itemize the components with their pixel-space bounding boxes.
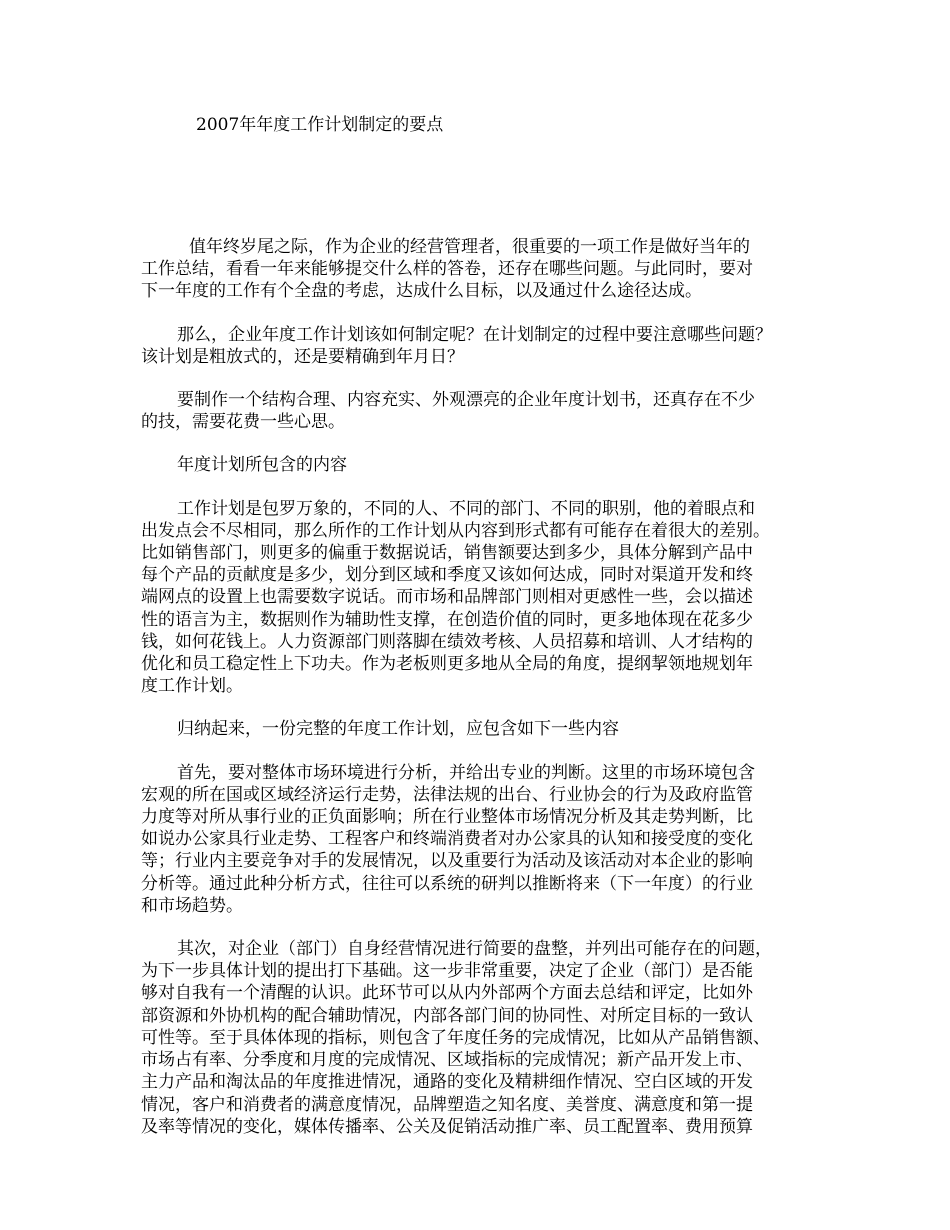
text-line: 等；行业内主要竞争对手的发展情况，以及重要行为活动及该活动对本企业的影响 bbox=[141, 851, 753, 872]
text-line: 每个产品的贡献度是多少，划分到区域和季度又该如何达成，同时对渠道开发和终 bbox=[141, 565, 753, 586]
document-body bbox=[141, 236, 831, 1159]
text-line: 宏观的所在国或区域经济运行走势，法律法规的出台、行业协会的行为及政府监管 bbox=[141, 784, 753, 805]
text-line: 归纳起来，一份完整的年度工作计划，应包含如下一些内容 bbox=[177, 719, 619, 740]
text-line: 的技，需要花费一些心思。 bbox=[141, 412, 345, 433]
text-line: 优化和员工稳定性上下功夫。作为老板则更多地从全局的角度，提纲挈领地规划年 bbox=[141, 654, 753, 675]
text-line: 出发点会不尽相同，那么所作的工作计划从内容到形式都有可能存在着很大的差别。 bbox=[141, 520, 770, 541]
text-line: 部资源和外协机构的配合辅助情况，内部各部门间的协同性、对所定目标的一致认 bbox=[141, 1005, 753, 1026]
paragraph bbox=[141, 389, 831, 433]
text-line: 及率等情况的变化，媒体传播率、公关及促销活动推广率、员工配置率、费用预算 bbox=[141, 1116, 753, 1137]
text-line: 和市场趋势。 bbox=[141, 895, 243, 916]
text-line: 钱，如何花钱上。人力资源部门则落脚在绩效考核、人员招募和培训、人才结构的 bbox=[141, 631, 753, 652]
text-line: 性的语言为主，数据则作为辅助性支撑，在创造价值的同时，更多地体现在花多少 bbox=[141, 609, 753, 630]
paragraph bbox=[141, 498, 831, 698]
text-line: 主力产品和淘汰品的年度推进情况，通路的变化及精耕细作情况、空白区域的开发 bbox=[141, 1072, 753, 1093]
text-line: 下一年度的工作有个全盘的考虑，达成什么目标，以及通过什么途径达成。 bbox=[141, 281, 702, 302]
text-line: 工作总结，看看一年来能够提交什么样的答卷，还存在哪些问题。与此同时，要对 bbox=[141, 259, 753, 280]
text-line: 情况，客户和消费者的满意度情况，品牌塑造之知名度、美誉度、满意度和第一提 bbox=[141, 1094, 753, 1115]
text-line: 分析等。通过此种分析方式，往往可以系统的研判以推断将来（下一年度）的行业 bbox=[141, 873, 753, 894]
text-line: 端网点的设置上也需要数字说话。而市场和品牌部门则相对更感性一些，会以描述 bbox=[141, 587, 753, 608]
text-line: 如说办公家具行业走势、工程客户和终端消费者对办公家具的认知和接受度的变化 bbox=[141, 829, 753, 850]
text-line: 市场占有率、分季度和月度的完成情况、区域指标的完成情况；新产品开发上市、 bbox=[141, 1050, 753, 1071]
paragraph bbox=[141, 938, 831, 1138]
document-title: 2007年年度工作计划制定的要点 bbox=[196, 115, 444, 135]
paragraph bbox=[141, 324, 831, 368]
text-line: 力度等对所从事行业的正负面影响；所在行业整体市场情况分析及其走势判断，比 bbox=[141, 807, 753, 828]
paragraph bbox=[141, 718, 831, 740]
text-line: 首先，要对整体市场环境进行分析，并给出专业的判断。这里的市场环境包含 bbox=[177, 762, 755, 783]
text-line: 其次，对企业（部门）自身经营情况进行简要的盘整，并列出可能存在的问题， bbox=[177, 939, 772, 960]
text-line: 那么，企业年度工作计划该如何制定呢？在计划制定的过程中要注意哪些问题？ bbox=[177, 324, 772, 345]
paragraph bbox=[141, 762, 831, 917]
text-line: 该计划是粗放式的，还是要精确到年月日？ bbox=[141, 346, 464, 367]
text-line: 要制作一个结构合理、内容充实、外观漂亮的企业年度计划书，还真存在不少 bbox=[177, 390, 755, 411]
section-heading bbox=[141, 454, 831, 476]
paragraph bbox=[141, 236, 831, 303]
text-line: 比如销售部门，则更多的偏重于数据说话，销售额要达到多少，具体分解到产品中 bbox=[141, 543, 753, 564]
text-line: 值年终岁尾之际，作为企业的经营管理者，很重要的一项工作是做好当年的 bbox=[189, 237, 750, 257]
text-line: 为下一步具体计划的提出打下基础。这一步非常重要，决定了企业（部门）是否能 bbox=[141, 961, 753, 982]
text-line: 度工作计划。 bbox=[141, 676, 243, 697]
text-line: 年度计划所包含的内容 bbox=[177, 455, 347, 476]
text-line: 工作计划是包罗万象的，不同的人、不同的部门、不同的职别，他的着眼点和 bbox=[177, 498, 755, 519]
text-line: 可性等。至于具体体现的指标，则包含了年度任务的完成情况，比如从产品销售额、 bbox=[141, 1027, 770, 1048]
text-line: 够对自我有一个清醒的认识。此环节可以从内外部两个方面去总结和评定，比如外 bbox=[141, 983, 753, 1004]
